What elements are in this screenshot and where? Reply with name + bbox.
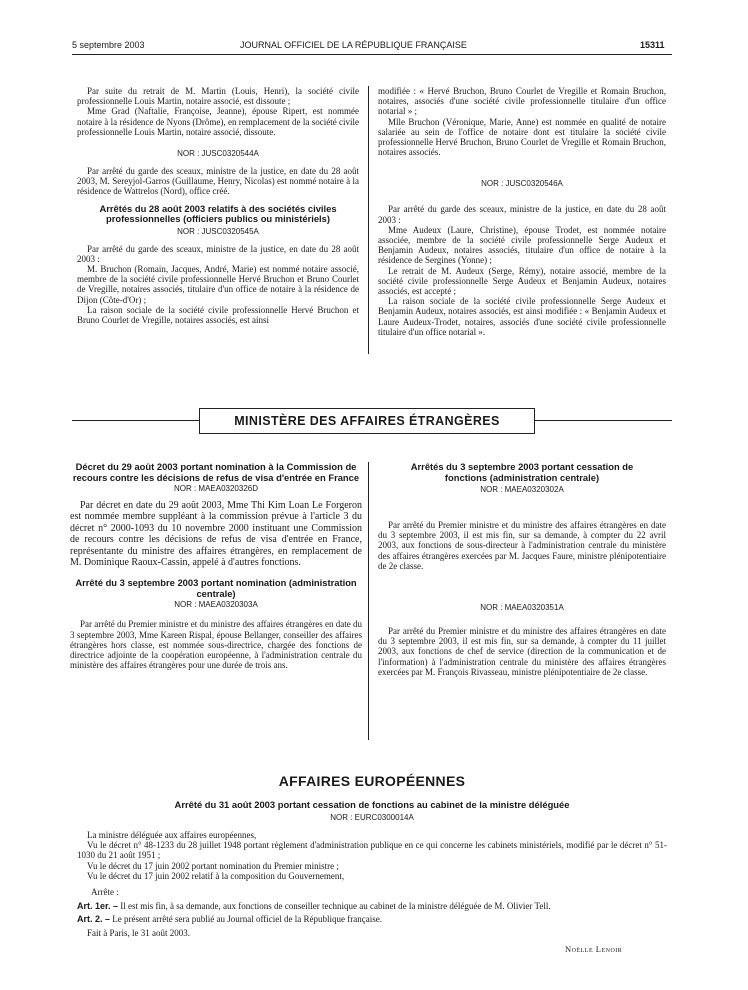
paragraph: Le retrait de M. Audeux (Serge, Rémy), notaire associé, membre de la société civile professionnelle Serge Audeux et Benjamin Audeux, notaires associés, est accepté ; (378, 265, 666, 297)
ministry-title: MINISTÈRE DES AFFAIRES ÉTRANGÈRES (199, 408, 535, 434)
paragraph: Par arrêté du Premier ministre et du ministre des affaires étrangères en date du 3 septembre 2003, il est mis fin, sur sa demande, à compter du 22 avril 2003, aux fonctions de sous-directeur à l'administration centrale du ministère des affaires étrangères exercées par M. Jacques Faure, ministre plénipotentiaire de 2e classe. (378, 520, 666, 571)
nor-reference: NOR : MAEA0320326D (173, 484, 259, 493)
paragraph: Vu le décret du 17 juin 2002 relatif à la composition du Gouvernement, (87, 870, 345, 881)
article-label: Art. 1er. – (77, 901, 119, 912)
nor-reference: NOR : EURC0300014A (330, 813, 414, 822)
paragraph: Mlle Bruchon (Véronique, Marie, Anne) est nommée en qualité de notaire salariée au sein de l'office de notaire dont est titulaire la société civile professionnelle Hervé Bruchon, Bruno Courlet de Vregille et Romain Bruchon, notaires associés. (378, 116, 666, 158)
paragraph: Vu le décret n° 48-1233 du 28 juillet 1948 portant règlement d'administration publique en ce qui concerne les cabinets ministériels, modifié par le décret n° 51-1030 du 21 août 1951 ; (77, 840, 667, 861)
decree-heading: Arrêté du 3 septembre 2003 portant nomination (administration centrale) (75, 577, 357, 599)
paragraph: Par arrêté du garde des sceaux, ministre de la justice, en date du 28 août 2003 : (378, 204, 666, 225)
column-divider-top (368, 86, 369, 354)
column-divider-middle (368, 462, 369, 740)
decree-body (77, 830, 667, 938)
header-date: 5 septembre 2003 (72, 40, 145, 50)
signature-name: Noëlle Lenoir (565, 944, 623, 954)
paragraph: Mme Audeux (Laure, Christine), épouse Trodet, est nommée notaire associée, membre de la société civile professionnelle Serge Audeux et Benjamin Audeux, notaires associés, titulaire d'un office de notaire à la résidence de Sergines (Yonne) ; (378, 224, 666, 266)
article-text: Il est mis fin, à sa demande, aux fonctions de conseiller technique au cabinet de la ministre déléguée de M. Olivier Tell. (120, 901, 551, 912)
paragraph: Par suite du retrait de M. Martin (Louis, Henri), la société civile professionnelle Louis Martin, notaire associé, est dissoute ; (77, 86, 359, 107)
paragraph: Par arrêté du Premier ministre et du ministre des affaires étrangères en date du 3 septembre 2003, Mme Kareen Rispal, épouse Bellanger, conseiller des affaires étrangères hors classe, est nommée sous-directrice, chargée des fonctions de directrice adjointe de la coopération européenne, à l'administration centrale du ministère des affaires étrangères pour une durée de trois ans. (70, 619, 362, 671)
paragraph: La raison sociale de la société civile professionnelle Serge Audeux et Benjamin Audeux, notaires associés, est ainsi modifiée : « Benjamin Audeux et Laure Audeux-Trodet, notaires, associés d'une société civile professionnelle titulaire d'un office notarial ». (378, 296, 666, 337)
signature-place-date: Fait à Paris, le 31 août 2003. (87, 927, 190, 938)
article-1 (77, 901, 667, 911)
header-rule (72, 54, 672, 55)
paragraph: La raison sociale de la société civile professionnelle Hervé Bruchon et Bruno Courlet de Vregille, notaires associés, est ainsi (77, 304, 359, 326)
nor-reference: NOR : MAEA0320351A (480, 603, 564, 613)
paragraph: Vu le décret du 17 juin 2002 portant nomination du Premier ministre ; (87, 860, 339, 871)
nor-reference: NOR : JUSC0320546A (481, 179, 563, 189)
left-column-middle (70, 462, 362, 670)
article-text: Le présent arrêté sera publié au Journal officiel de la République française. (112, 914, 382, 925)
right-column-top (378, 86, 666, 337)
paragraph: Par arrêté du Premier ministre et du ministre des affaires étrangères en date du 3 septembre 2003, il est mis fin, sur sa demande, à compter du 11 juillet 2003, aux fonctions de chef de service (direction de la communication et de l'information) à l'administration centrale du ministère des affaires étrangères exercées par M. François Rivasseau, ministre plénipotentiaire de 2e classe. (378, 626, 666, 677)
paragraph: La ministre déléguée aux affaires européennes, (87, 830, 257, 840)
article-label: Art. 2. – (77, 914, 111, 925)
nor-reference: NOR : MAEA0320302A (480, 485, 564, 494)
paragraph: Par arrêté du garde des sceaux, ministre de la justice, en date du 28 août 2003 : (77, 243, 359, 264)
section-heading: Arrêtés du 28 août 2003 relatifs à des sociétés civiles professionnelles (officiers publics ou ministériels) (99, 202, 337, 225)
section-title: AFFAIRES EUROPÉENNES (278, 773, 466, 789)
nor-reference: NOR : MAEA0320303A (174, 600, 258, 610)
paragraph: Par décret en date du 29 août 2003, Mme Thi Kim Loan Le Forgeron est nommée membre suppléant à la commission prévue à l'article 3 du décret n° 2000-1093 du 10 novembre 2000 instituant une Commission de recours contre les décisions de refus de visa d'entrée en France, représentante du ministre des affaires étrangères, en remplacement de M. Dominique Raoux-Cassin, appelé à d'autres fonctions. (70, 500, 362, 569)
decree-heading: Décret du 29 août 2003 portant nomination à la Commission de recours contre les décisions de refus de visa d'entrée en France (72, 461, 360, 483)
paragraph: Arrête : (91, 887, 119, 898)
right-column-middle (378, 462, 666, 677)
paragraph: Mme Grad (Naftalie, Françoise, Jeanne), épouse Ripert, est nommée notaire à la résidence de Nyons (Drôme), en remplacement de la société civile professionnelle Louis Martin, notaire associé, dissoute. (77, 106, 359, 137)
paragraph: M. Bruchon (Romain, Jacques, André, Marie) est nommé notaire associé, membre de la société civile professionnelle Hervé Bruchon et Bruno Courlet de Vregille, notaires associés, titulaire d'un office de notaire à la résidence de Dijon (Côte-d'Or) ; (77, 264, 359, 305)
nor-reference: NOR : JUSC0320545A (177, 226, 259, 236)
decree-heading: Arrêté du 31 août 2003 portant cessation de fonctions au cabinet de la ministre déléguée (174, 799, 570, 810)
article-2 (77, 914, 667, 924)
decree-heading: Arrêtés du 3 septembre 2003 portant cessation de fonctions (administration centrale) (410, 461, 634, 483)
paragraph: Par arrêté du garde des sceaux, ministre de la justice, en date du 28 août 2003, M. Sereyjol-Garros (Guillaume, Henry, Nicolas) est nommé notaire à la résidence de Wattrelos (Nord), office créé. (77, 166, 359, 197)
header-page: 15311 (640, 40, 665, 50)
header-journal: JOURNAL OFFICIEL DE LA RÉPUBLIQUE FRANÇAISE (240, 40, 467, 50)
paragraph: modifiée : « Hervé Bruchon, Bruno Courlet de Vregille et Romain Bruchon, notaires, associés d'une société civile professionnelle titulaire d'un office notarial » ; (378, 86, 666, 117)
nor-reference: NOR : JUSC0320544A (177, 149, 259, 159)
left-column-top (77, 86, 359, 325)
